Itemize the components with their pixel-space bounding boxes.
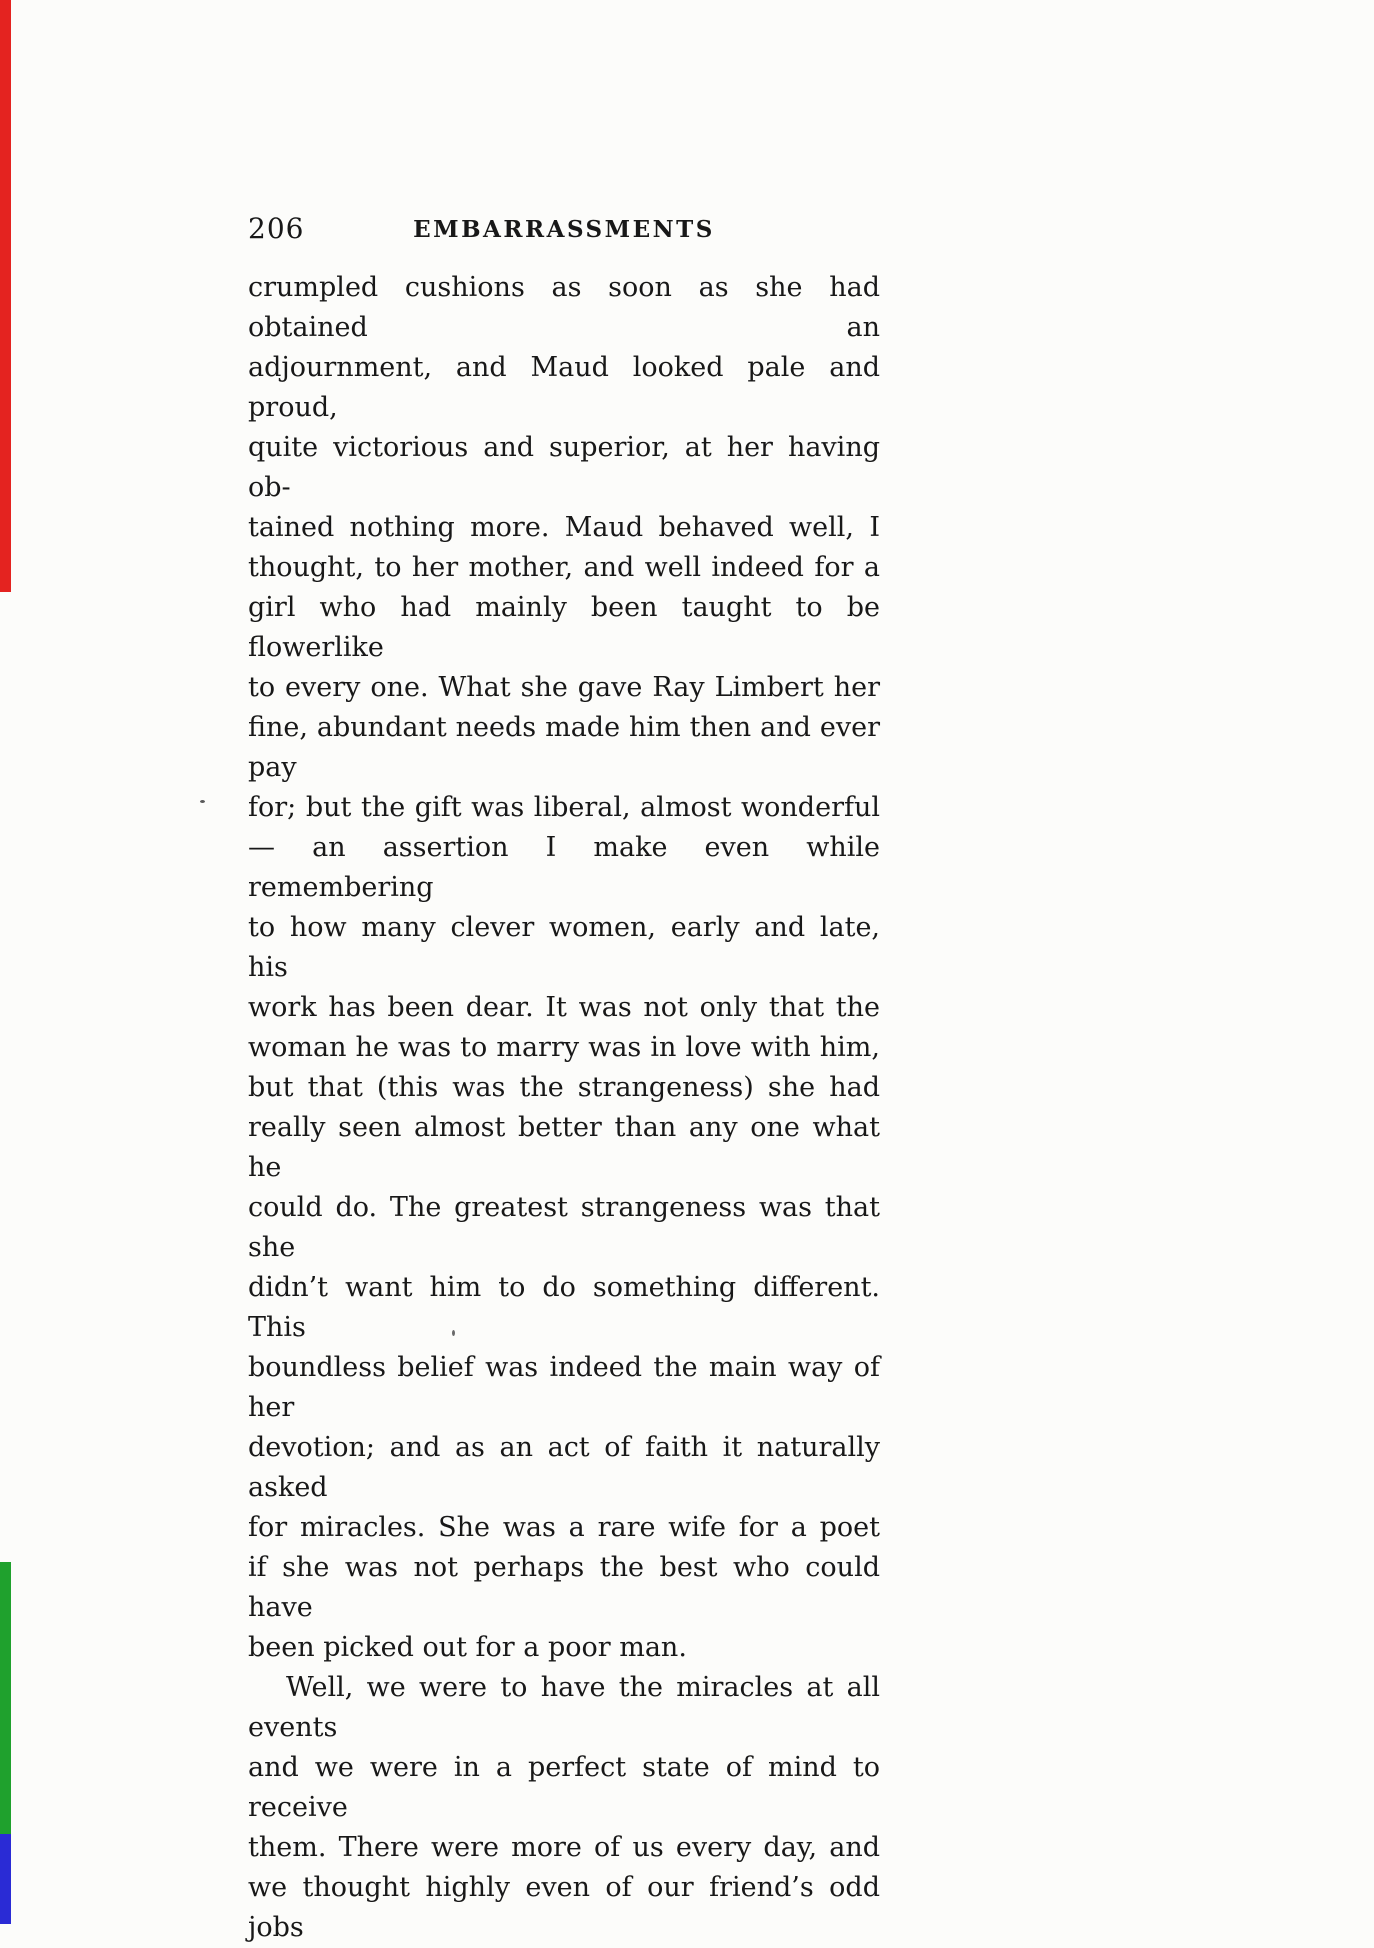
text-line: didn’t want him to do something different. This (248, 1272, 880, 1343)
text-line: for; but the gift was liberal, almost wonderful (248, 792, 880, 823)
text-line: really seen almost better than any one what he (248, 1112, 880, 1183)
scan-mark (200, 800, 205, 803)
text-line: work has been dear. It was not only that the (248, 992, 880, 1023)
scan-mark (452, 1330, 455, 1336)
text-line: devotion; and as an act of faith it naturally asked (248, 1432, 880, 1503)
scan-edge-blue (0, 1834, 11, 1924)
scan-edge-red (0, 0, 11, 592)
text-line: to how many clever women, early and late, his (248, 912, 880, 983)
text-line: for miracles. She was a rare wife for a poet (248, 1512, 880, 1543)
text-line: we thought highly even of our friend’s odd jobs (248, 1872, 880, 1943)
text-line: and we were in a perfect state of mind to receive (248, 1752, 880, 1823)
text-line: Well, we were to have the miracles at all events (248, 1672, 880, 1743)
text-line: woman he was to marry was in love with him, (248, 1032, 880, 1063)
text-line: thought, to her mother, and well indeed for a (248, 552, 880, 583)
scan-edge-green (0, 1562, 11, 1834)
text-line: could do. The greatest strangeness was that she (248, 1192, 880, 1263)
text-line: — an assertion I make even while remembering (248, 832, 880, 903)
text-line: crumpled cushions as soon as she had obtained an (248, 272, 880, 343)
page-header (248, 212, 880, 248)
text-line: been picked out for a poor man. (248, 1632, 687, 1663)
text-line: girl who had mainly been taught to be flowerlike (248, 592, 880, 663)
page-number: 206 (248, 212, 305, 245)
text-line: if she was not perhaps the best who could have (248, 1552, 880, 1623)
text-line: to every one. What she gave Ray Limbert her (248, 672, 880, 703)
text-line: quite victorious and superior, at her having ob- (248, 432, 880, 503)
page-text (248, 268, 880, 1948)
text-line: them. There were more of us every day, and (248, 1832, 880, 1863)
text-line: fine, abundant needs made him then and ever pay (248, 712, 880, 783)
text-line: boundless belief was indeed the main way of her (248, 1352, 880, 1423)
text-line: adjournment, and Maud looked pale and proud, (248, 352, 880, 423)
text-line: but that (this was the strangeness) she had (248, 1072, 880, 1103)
running-title: EMBARRASSMENTS (413, 216, 715, 243)
text-line: tained nothing more. Maud behaved well, I (248, 512, 880, 543)
